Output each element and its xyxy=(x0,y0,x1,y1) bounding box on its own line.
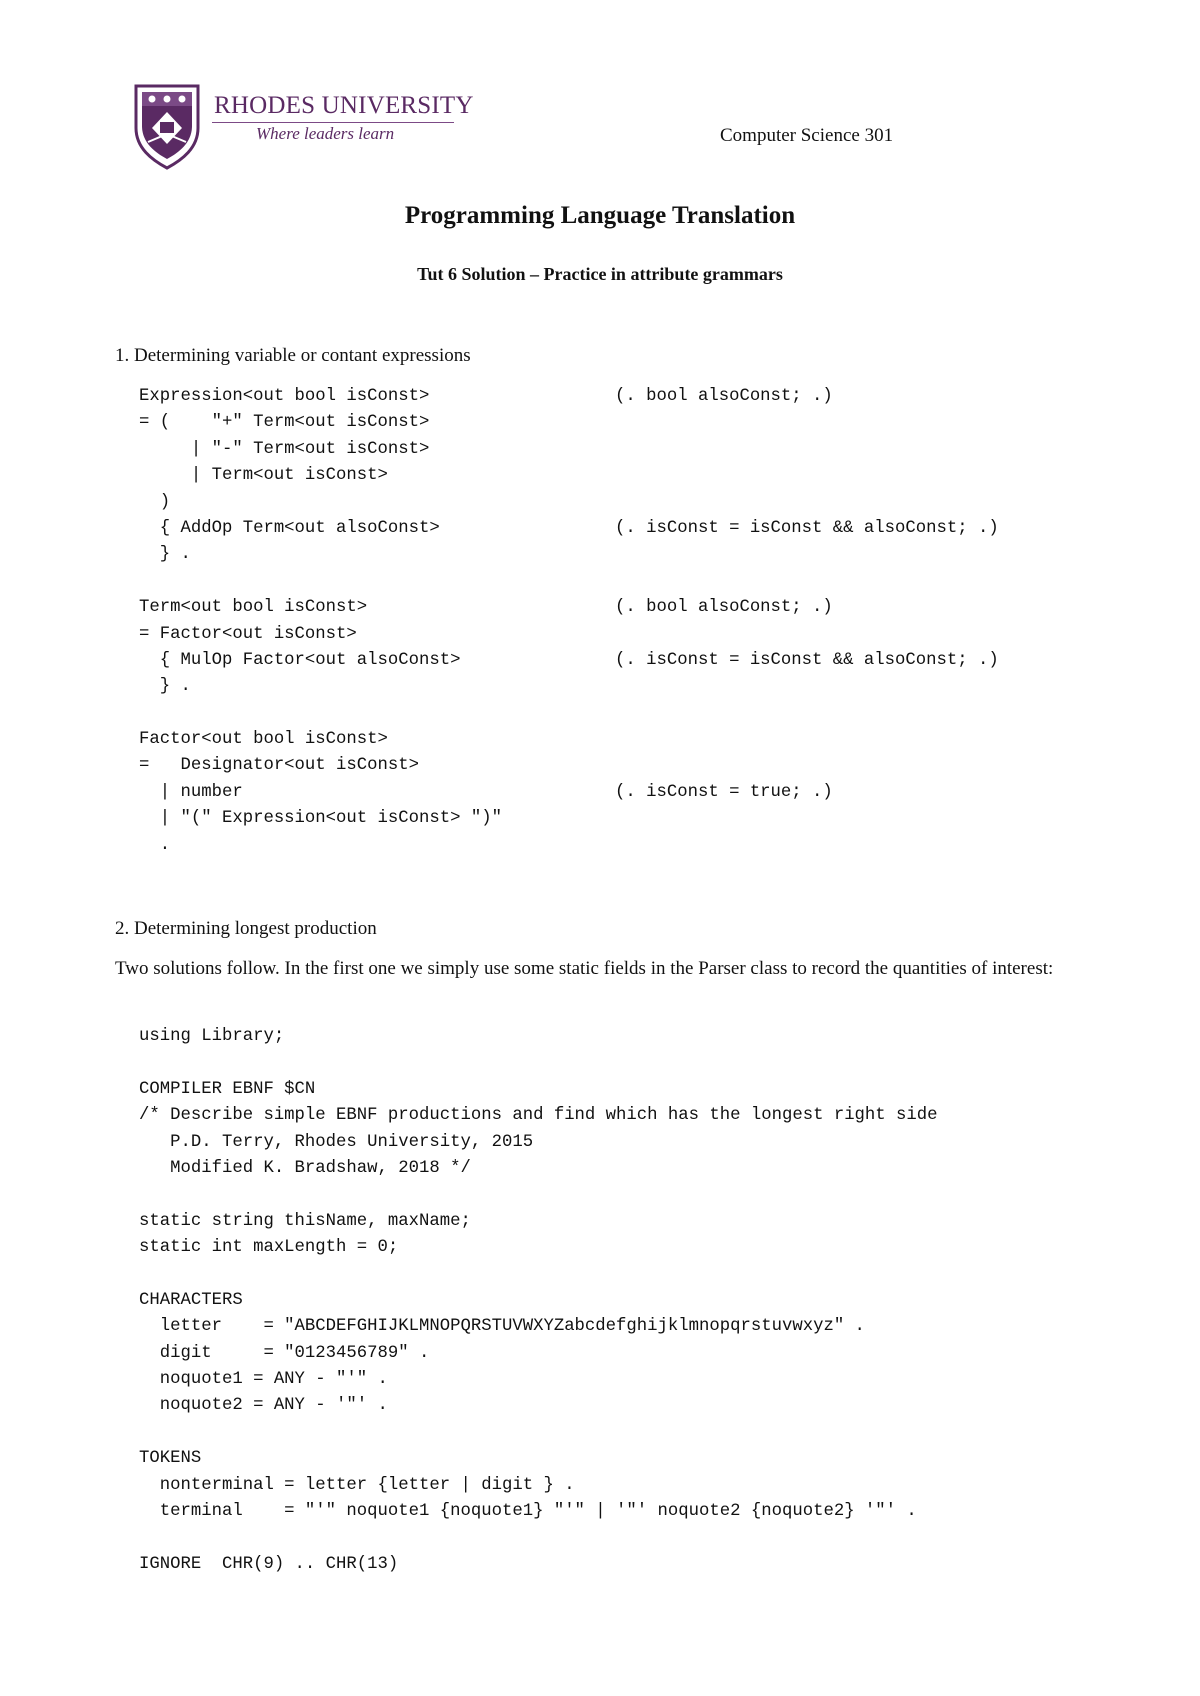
semantic-action: (. isConst = isConst && alsoConst; .) xyxy=(615,518,999,538)
code-line xyxy=(139,1525,938,1551)
code-line: noquote2 = ANY - '"' . xyxy=(139,1396,388,1416)
code-line xyxy=(139,437,502,463)
code-text: } . xyxy=(139,545,191,565)
code-line: P.D. Terry, Rhodes University, 2015 xyxy=(139,1132,534,1152)
course-name: Computer Science 301 xyxy=(720,125,894,146)
code-text: = ( "+" Term<out isConst> xyxy=(139,413,430,433)
code-text: = Designator<out isConst> xyxy=(139,756,420,776)
code-line xyxy=(139,648,999,674)
code-line: Modified K. Bradshaw, 2018 */ xyxy=(139,1158,471,1178)
code-text: Factor<out bool isConst> xyxy=(139,730,388,750)
logo-divider xyxy=(212,122,454,123)
semantic-action: (. isConst = true; .) xyxy=(615,782,833,802)
code-line xyxy=(139,595,833,621)
code-line: noquote1 = ANY - "'" . xyxy=(139,1370,388,1390)
code-line xyxy=(139,1182,938,1208)
code-line: using Library; xyxy=(139,1027,285,1046)
code-line: static int maxLength = 0; xyxy=(139,1238,399,1258)
section-2-heading: 2. Determining longest production xyxy=(115,918,377,939)
code-line xyxy=(139,542,502,568)
semantic-action: (. bool alsoConst; .) xyxy=(615,387,833,406)
code-line xyxy=(139,1050,938,1076)
code-line xyxy=(139,490,502,516)
code-line xyxy=(139,622,502,648)
code-line: TOKENS xyxy=(139,1449,202,1469)
code-line: digit = "0123456789" . xyxy=(139,1343,430,1363)
code-line: CHARACTERS xyxy=(139,1290,243,1310)
code-line: nonterminal = letter {letter | digit } . xyxy=(139,1475,575,1495)
code-line xyxy=(139,1262,938,1288)
logo-wordmark: RHODES UNIVERSITY xyxy=(214,92,474,119)
section-1-heading: 1. Determining variable or contant expressions xyxy=(115,345,471,366)
code-text: | "-" Term<out isConst> xyxy=(139,439,430,459)
code-line: IGNORE CHR(9) .. CHR(13) xyxy=(139,1554,399,1574)
code-line xyxy=(139,806,502,832)
code-line xyxy=(139,384,833,410)
logo-tagline: Where leaders learn xyxy=(256,124,395,143)
code-text: { MulOp Factor<out alsoConst> xyxy=(139,650,461,670)
document-subtitle: Tut 6 Solution – Practice in attribute grammars xyxy=(417,264,783,284)
code-line: letter = "ABCDEFGHIJKLMNOPQRSTUVWXYZabcdefghijklmnopqrstuvwxyz" . xyxy=(139,1317,865,1337)
code-line xyxy=(139,727,502,753)
code-line xyxy=(139,833,502,859)
code-line xyxy=(139,569,502,595)
code-line xyxy=(139,410,502,436)
code-line: /* Describe simple EBNF productions and find which has the longest right side xyxy=(139,1106,938,1126)
section-1-code-block xyxy=(139,384,999,859)
code-line: COMPILER EBNF $CN xyxy=(139,1079,316,1099)
semantic-action: (. isConst = isConst && alsoConst; .) xyxy=(615,650,999,670)
semantic-action: (. bool alsoConst; .) xyxy=(615,598,833,618)
code-text: = Factor<out isConst> xyxy=(139,624,357,644)
crest-icon xyxy=(132,84,202,170)
code-line xyxy=(139,674,502,700)
code-text: ) xyxy=(139,492,171,512)
code-line: terminal = "'" noquote1 {noquote1} "'" | '"' noquote2 {noquote2} '"' . xyxy=(139,1502,917,1522)
document-title: Programming Language Translation xyxy=(404,202,796,229)
code-text: | number xyxy=(139,782,243,802)
code-text: | "(" Expression<out isConst> ")" xyxy=(139,809,502,829)
code-line xyxy=(139,516,999,542)
section-2-intro: Two solutions follow. In the first one we simply use some static fields in the Parser class to record the quantities of interest: xyxy=(115,958,1054,979)
code-text: . xyxy=(139,835,171,855)
code-text: Expression<out bool isConst> xyxy=(139,387,430,406)
code-line xyxy=(139,753,502,779)
code-line xyxy=(139,780,833,806)
university-logo xyxy=(132,84,474,170)
code-text: Term<out bool isConst> xyxy=(139,598,368,618)
code-line xyxy=(139,463,502,489)
code-text: } . xyxy=(139,677,191,697)
code-text: { AddOp Term<out alsoConst> xyxy=(139,518,440,538)
code-line xyxy=(139,701,502,727)
section-2-code-block xyxy=(139,1024,938,1578)
code-text: | Term<out isConst> xyxy=(139,466,388,486)
code-line: static string thisName, maxName; xyxy=(139,1211,471,1231)
code-line xyxy=(139,1420,938,1446)
